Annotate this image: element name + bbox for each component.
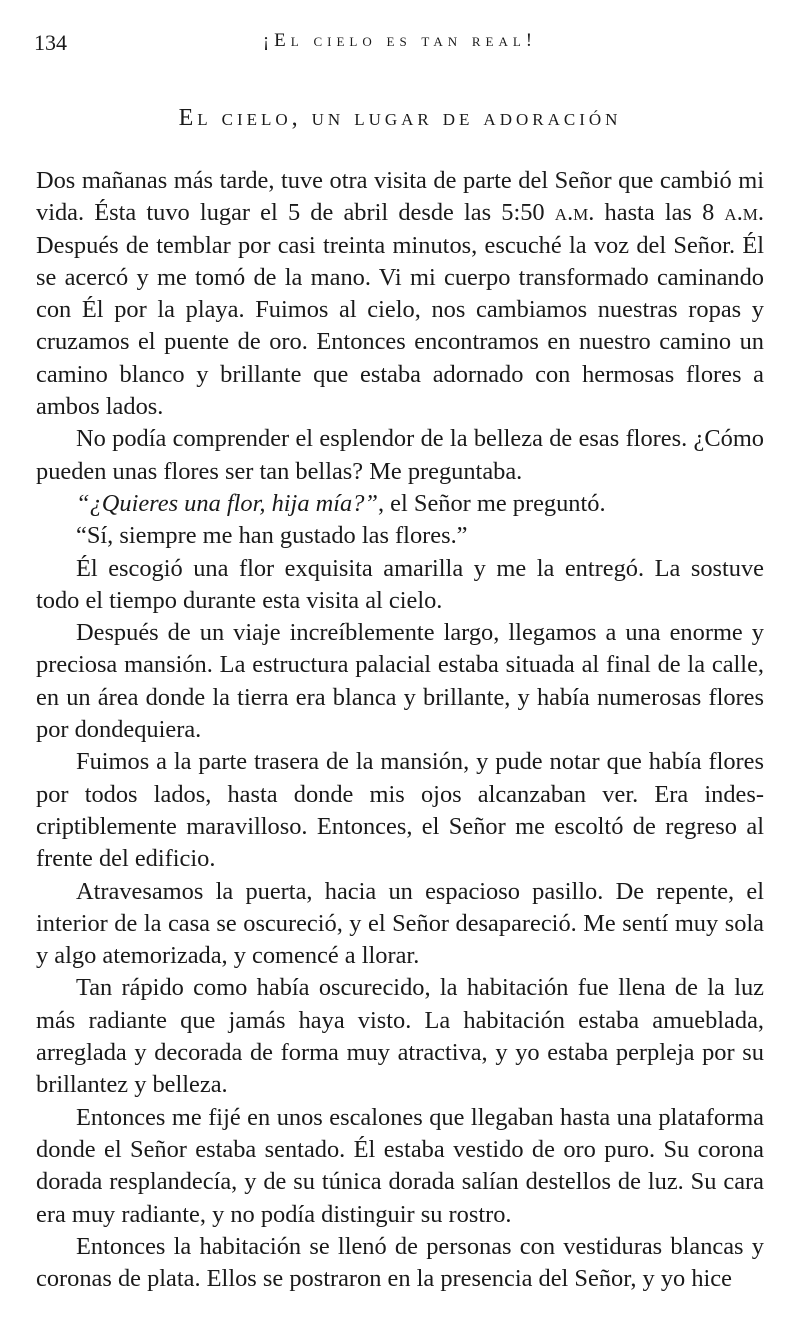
body-text: [36, 165, 764, 1295]
running-title: ¡El cielo es tan real!: [262, 30, 538, 51]
paragraph: Después de un viaje increíblemente largo, llegamos a una enorme y preciosa mansión. La estructura palacial estaba situada al final de la calle, en un área donde la tierra era blanca y brillante, y había numerosas flores por dondequiera.: [36, 619, 764, 744]
paragraph: Entonces me fijé en unos escalones que llegaban hasta una plataforma donde el Señor estaba sentado. Él estaba vestido de oro puro. Su corona dorada resplandecía, y de su túnica dorada salían destellos de luz. Su cara era muy radiante, y no podía distinguir su rostro.: [36, 1103, 764, 1228]
paragraph: Atravesamos la puerta, hacia un espacioso pasillo. De repente, el interior de la casa se oscureció, y el Señor desapareció. Me sentí muy sola y algo atemorizada, y comencé a llorar.: [36, 877, 764, 970]
paragraph: Dos mañanas más tarde, tuve otra visita de parte del Señor que cambió mi vida. Ésta tuvo lugar el 5 de abril desde las 5:50 a.m. hasta las 8 a.m. Después de temblar por casi treinta minutos, escuché la voz del Señor. Él se acercó y me tomó de la mano. Vi mi cuerpo transformado caminando con Él por la playa. Fuimos al cielo, nos cambiamos nuestras ropas y cruzamos el puente de oro. Entonces encontramos en nuestro camino un camino blanco y brillante que estaba adornado con hermosas flores a ambos lados.: [36, 167, 765, 421]
chapter-heading: El cielo, un lugar de adoración: [178, 105, 622, 131]
paragraph: “¿Quieres una flor, hija mía?”, el Señor me preguntó.: [76, 489, 606, 517]
running-head: [34, 30, 766, 60]
page-number: 134: [34, 30, 67, 55]
paragraph: “Sí, siempre me han gustado las flores.”: [76, 522, 468, 550]
paragraph: Fuimos a la parte trasera de la mansión, y pude notar que había flores por todos lados, hasta donde mis ojos alcanzaban ver. Era indescriptiblemente maravilloso. Entonces, el Señor me escoltó de regreso al frente del edificio.: [36, 748, 764, 873]
paragraph: Entonces la habitación se llenó de personas con vestiduras blancas y coronas de plata. Ellos se postraron en la presencia del Señor, y yo hice: [36, 1232, 764, 1293]
paragraph: No podía comprender el esplendor de la belleza de esas flores. ¿Cómo pueden unas flores ser tan bellas? Me preguntaba.: [36, 425, 764, 485]
paragraph: Él escogió una flor exquisita amarilla y me la entregó. La sostuve todo el tiempo durante esta visita al cielo.: [36, 554, 764, 614]
paragraph: Tan rápido como había oscurecido, la habitación fue llena de la luz más radiante que jamás haya visto. La habitación estaba amueblada, arreglada y decorada de forma muy atractiva, y yo estaba perpleja por su brillantez y belleza.: [36, 974, 764, 1099]
